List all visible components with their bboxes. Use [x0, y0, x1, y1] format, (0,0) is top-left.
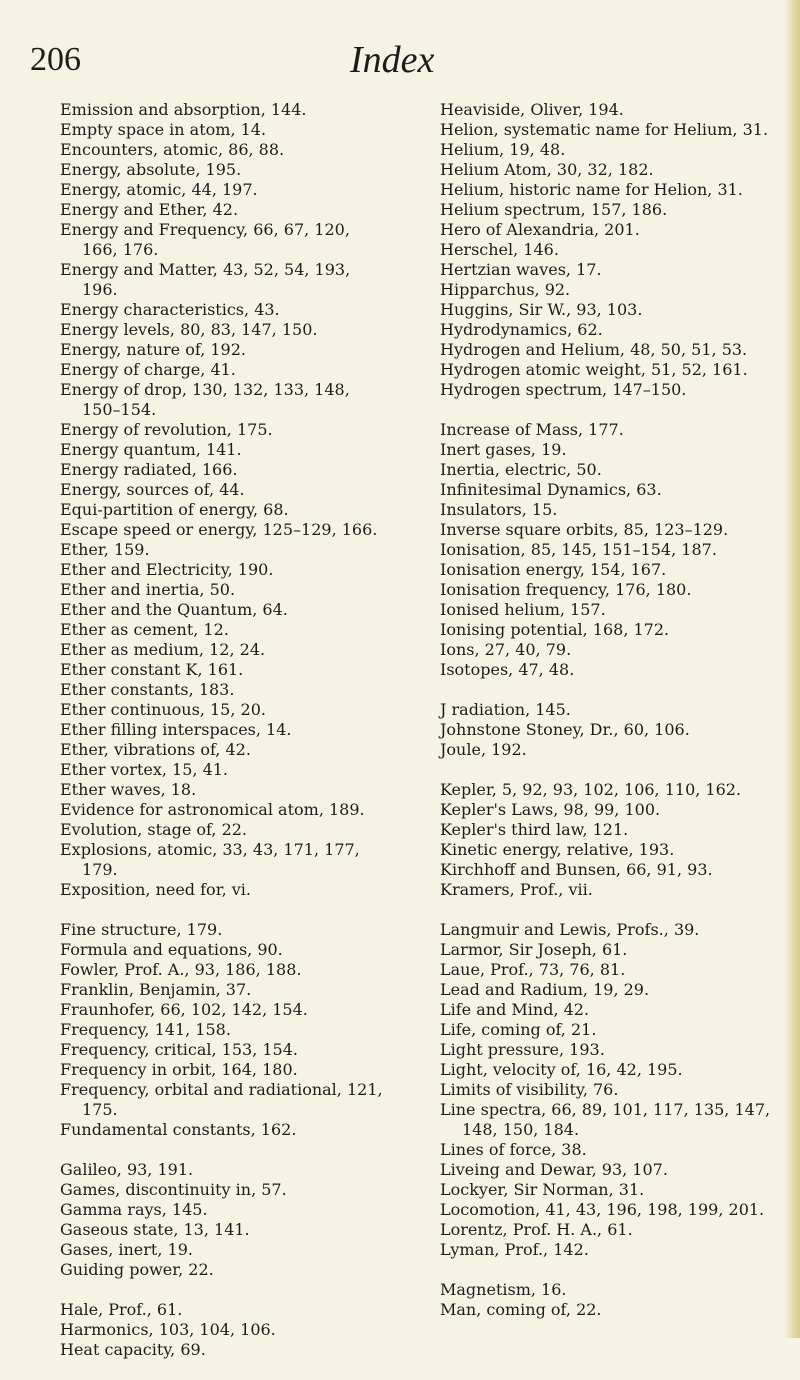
index-letter-group — [60, 1300, 390, 1360]
index-entry: Laue, Prof., 73, 76, 81. — [440, 960, 626, 979]
index-entry: Huggins, Sir W., 93, 103. — [440, 300, 643, 319]
index-entry: Energy and Frequency, 66, 67, 120, 166, 176. — [60, 220, 350, 259]
index-entry: Ether constant K, 161. — [60, 660, 244, 679]
index-entry: Hipparchus, 92. — [440, 280, 571, 299]
index-entry: Ether, vibrations of, 42. — [60, 740, 251, 759]
index-entry: Hydrogen and Helium, 48, 50, 51, 53. — [440, 340, 748, 359]
index-entry: Hydrodynamics, 62. — [440, 320, 603, 339]
index-entry: Galileo, 93, 191. — [60, 1160, 194, 1179]
index-entry: Fraunhofer, 66, 102, 142, 154. — [60, 1000, 308, 1019]
index-entry: Evolution, stage of, 22. — [60, 820, 248, 839]
index-entry: Energy radiated, 166. — [60, 460, 238, 479]
page-number: 206 — [30, 41, 81, 78]
index-entry: Heaviside, Oliver, 194. — [440, 100, 624, 119]
index-entry: Energy quantum, 141. — [60, 440, 242, 459]
index-entry: Inert gases, 19. — [440, 440, 567, 459]
index-entry: Energy of charge, 41. — [60, 360, 236, 379]
index-entry: Lorentz, Prof. H. A., 61. — [440, 1220, 633, 1239]
index-entry: Lines of force, 38. — [440, 1140, 587, 1159]
index-entry: Kramers, Prof., vii. — [440, 880, 593, 899]
index-entry: Emission and absorption, 144. — [60, 100, 307, 119]
index-entry: Larmor, Sir Joseph, 61. — [440, 940, 628, 959]
index-entry: Lockyer, Sir Norman, 31. — [440, 1180, 645, 1199]
index-entry: Johnstone Stoney, Dr., 60, 106. — [440, 720, 690, 739]
index-entry: Harmonics, 103, 104, 106. — [60, 1320, 276, 1339]
index-entry: Hale, Prof., 61. — [60, 1300, 183, 1319]
running-head: Index — [350, 39, 435, 81]
index-letter-group — [440, 100, 785, 400]
index-letter-group — [440, 420, 785, 680]
index-entry: Langmuir and Lewis, Profs., 39. — [440, 920, 700, 939]
index-entry: Lyman, Prof., 142. — [440, 1240, 589, 1259]
index-entry: Frequency, critical, 153, 154. — [60, 1040, 298, 1059]
index-entry: Ether as medium, 12, 24. — [60, 640, 266, 659]
index-entry: Ether and the Quantum, 64. — [60, 600, 288, 619]
index-entry: Gamma rays, 145. — [60, 1200, 208, 1219]
index-column-left — [60, 100, 390, 1380]
index-entry: Gases, inert, 19. — [60, 1240, 193, 1259]
index-letter-group — [440, 920, 785, 1260]
index-entry: J radiation, 145. — [440, 700, 571, 719]
index-entry: Herschel, 146. — [440, 240, 559, 259]
page-edge — [784, 0, 800, 1338]
index-entry: Liveing and Dewar, 93, 107. — [440, 1160, 668, 1179]
index-entry: Ether continuous, 15, 20. — [60, 700, 266, 719]
index-entry: Infinitesimal Dynamics, 63. — [440, 480, 662, 499]
index-entry: Ionisation frequency, 176, 180. — [440, 580, 692, 599]
index-entry: Helium Atom, 30, 32, 182. — [440, 160, 654, 179]
index-entry: Kepler, 5, 92, 93, 102, 106, 110, 162. — [440, 780, 742, 799]
index-letter-group — [440, 780, 785, 900]
index-entry: Energy, absolute, 195. — [60, 160, 242, 179]
index-entry: Evidence for astronomical atom, 189. — [60, 800, 365, 819]
index-entry: Fundamental constants, 162. — [60, 1120, 297, 1139]
index-entry: Hertzian waves, 17. — [440, 260, 602, 279]
index-entry: Gaseous state, 13, 141. — [60, 1220, 250, 1239]
index-entry: Hydrogen atomic weight, 51, 52, 161. — [440, 360, 748, 379]
index-entry: Hydrogen spectrum, 147–150. — [440, 380, 687, 399]
index-entry: Equi-partition of energy, 68. — [60, 500, 289, 519]
index-entry: Ether filling interspaces, 14. — [60, 720, 292, 739]
index-entry: Ether waves, 18. — [60, 780, 197, 799]
index-entry: Fine structure, 179. — [60, 920, 223, 939]
index-entry: Helium spectrum, 157, 186. — [440, 200, 668, 219]
index-entry: Energy and Matter, 43, 52, 54, 193, 196. — [60, 260, 351, 299]
index-entry: Explosions, atomic, 33, 43, 171, 177, 179. — [60, 840, 360, 879]
index-entry: Energy characteristics, 43. — [60, 300, 280, 319]
index-entry: Ether and Electricity, 190. — [60, 560, 274, 579]
index-entry: Ionisation energy, 154, 167. — [440, 560, 667, 579]
index-entry: Kinetic energy, relative, 193. — [440, 840, 675, 859]
index-entry: Kepler's third law, 121. — [440, 820, 629, 839]
index-entry: Ether and inertia, 50. — [60, 580, 236, 599]
index-entry: Formula and equations, 90. — [60, 940, 283, 959]
index-entry: Locomotion, 41, 43, 196, 198, 199, 201. — [440, 1200, 765, 1219]
index-column-right — [440, 100, 785, 1340]
index-entry: Encounters, atomic, 86, 88. — [60, 140, 285, 159]
index-entry: Ionised helium, 157. — [440, 600, 606, 619]
index-entry: Helion, systematic name for Helium, 31. — [440, 120, 769, 139]
index-entry: Inertia, electric, 50. — [440, 460, 602, 479]
index-entry: Life and Mind, 42. — [440, 1000, 590, 1019]
index-entry: Isotopes, 47, 48. — [440, 660, 575, 679]
index-entry: Frequency, orbital and radiational, 121, 175. — [60, 1080, 383, 1119]
index-entry: Heat capacity, 69. — [60, 1340, 206, 1359]
index-entry: Man, coming of, 22. — [440, 1300, 602, 1319]
index-entry: Ether vortex, 15, 41. — [60, 760, 229, 779]
index-entry: Exposition, need for, vi. — [60, 880, 251, 899]
index-entry: Magnetism, 16. — [440, 1280, 567, 1299]
index-entry: Joule, 192. — [440, 740, 527, 759]
index-entry: Energy and Ether, 42. — [60, 200, 239, 219]
index-entry: Energy of drop, 130, 132, 133, 148, 150–154. — [60, 380, 350, 419]
index-entry: Energy levels, 80, 83, 147, 150. — [60, 320, 318, 339]
index-entry: Frequency, 141, 158. — [60, 1020, 231, 1039]
index-entry: Energy, atomic, 44, 197. — [60, 180, 258, 199]
index-entry: Guiding power, 22. — [60, 1260, 214, 1279]
index-entry: Life, coming of, 21. — [440, 1020, 597, 1039]
index-entry: Light, velocity of, 16, 42, 195. — [440, 1060, 683, 1079]
index-entry: Franklin, Benjamin, 37. — [60, 980, 252, 999]
index-letter-group — [60, 920, 390, 1140]
index-entry: Ether constants, 183. — [60, 680, 235, 699]
index-entry: Ether as cement, 12. — [60, 620, 229, 639]
index-entry: Energy, sources of, 44. — [60, 480, 245, 499]
index-entry: Limits of visibility, 76. — [440, 1080, 619, 1099]
index-entry: Helium, 19, 48. — [440, 140, 566, 159]
index-entry: Escape speed or energy, 125–129, 166. — [60, 520, 378, 539]
index-entry: Ether, 159. — [60, 540, 150, 559]
index-entry: Energy of revolution, 175. — [60, 420, 273, 439]
index-entry: Energy, nature of, 192. — [60, 340, 246, 359]
index-entry: Games, discontinuity in, 57. — [60, 1180, 287, 1199]
index-entry: Lead and Radium, 19, 29. — [440, 980, 650, 999]
index-entry: Insulators, 15. — [440, 500, 558, 519]
index-letter-group — [440, 700, 785, 760]
index-entry: Inverse square orbits, 85, 123–129. — [440, 520, 729, 539]
index-entry: Ionising potential, 168, 172. — [440, 620, 670, 639]
index-entry: Frequency in orbit, 164, 180. — [60, 1060, 298, 1079]
index-letter-group — [60, 100, 390, 900]
index-entry: Kepler's Laws, 98, 99, 100. — [440, 800, 661, 819]
index-entry: Hero of Alexandria, 201. — [440, 220, 640, 239]
index-entry: Empty space in atom, 14. — [60, 120, 267, 139]
index-entry: Kirchhoff and Bunsen, 66, 91, 93. — [440, 860, 713, 879]
index-letter-group — [440, 1280, 785, 1320]
index-entry: Increase of Mass, 177. — [440, 420, 624, 439]
index-entry: Ionisation, 85, 145, 151–154, 187. — [440, 540, 717, 559]
index-entry: Light pressure, 193. — [440, 1040, 605, 1059]
index-entry: Helium, historic name for Helion, 31. — [440, 180, 743, 199]
index-letter-group — [60, 1160, 390, 1280]
index-entry: Line spectra, 66, 89, 101, 117, 135, 147, 148, 150, 184. — [440, 1100, 771, 1139]
index-entry: Fowler, Prof. A., 93, 186, 188. — [60, 960, 302, 979]
index-entry: Ions, 27, 40, 79. — [440, 640, 572, 659]
